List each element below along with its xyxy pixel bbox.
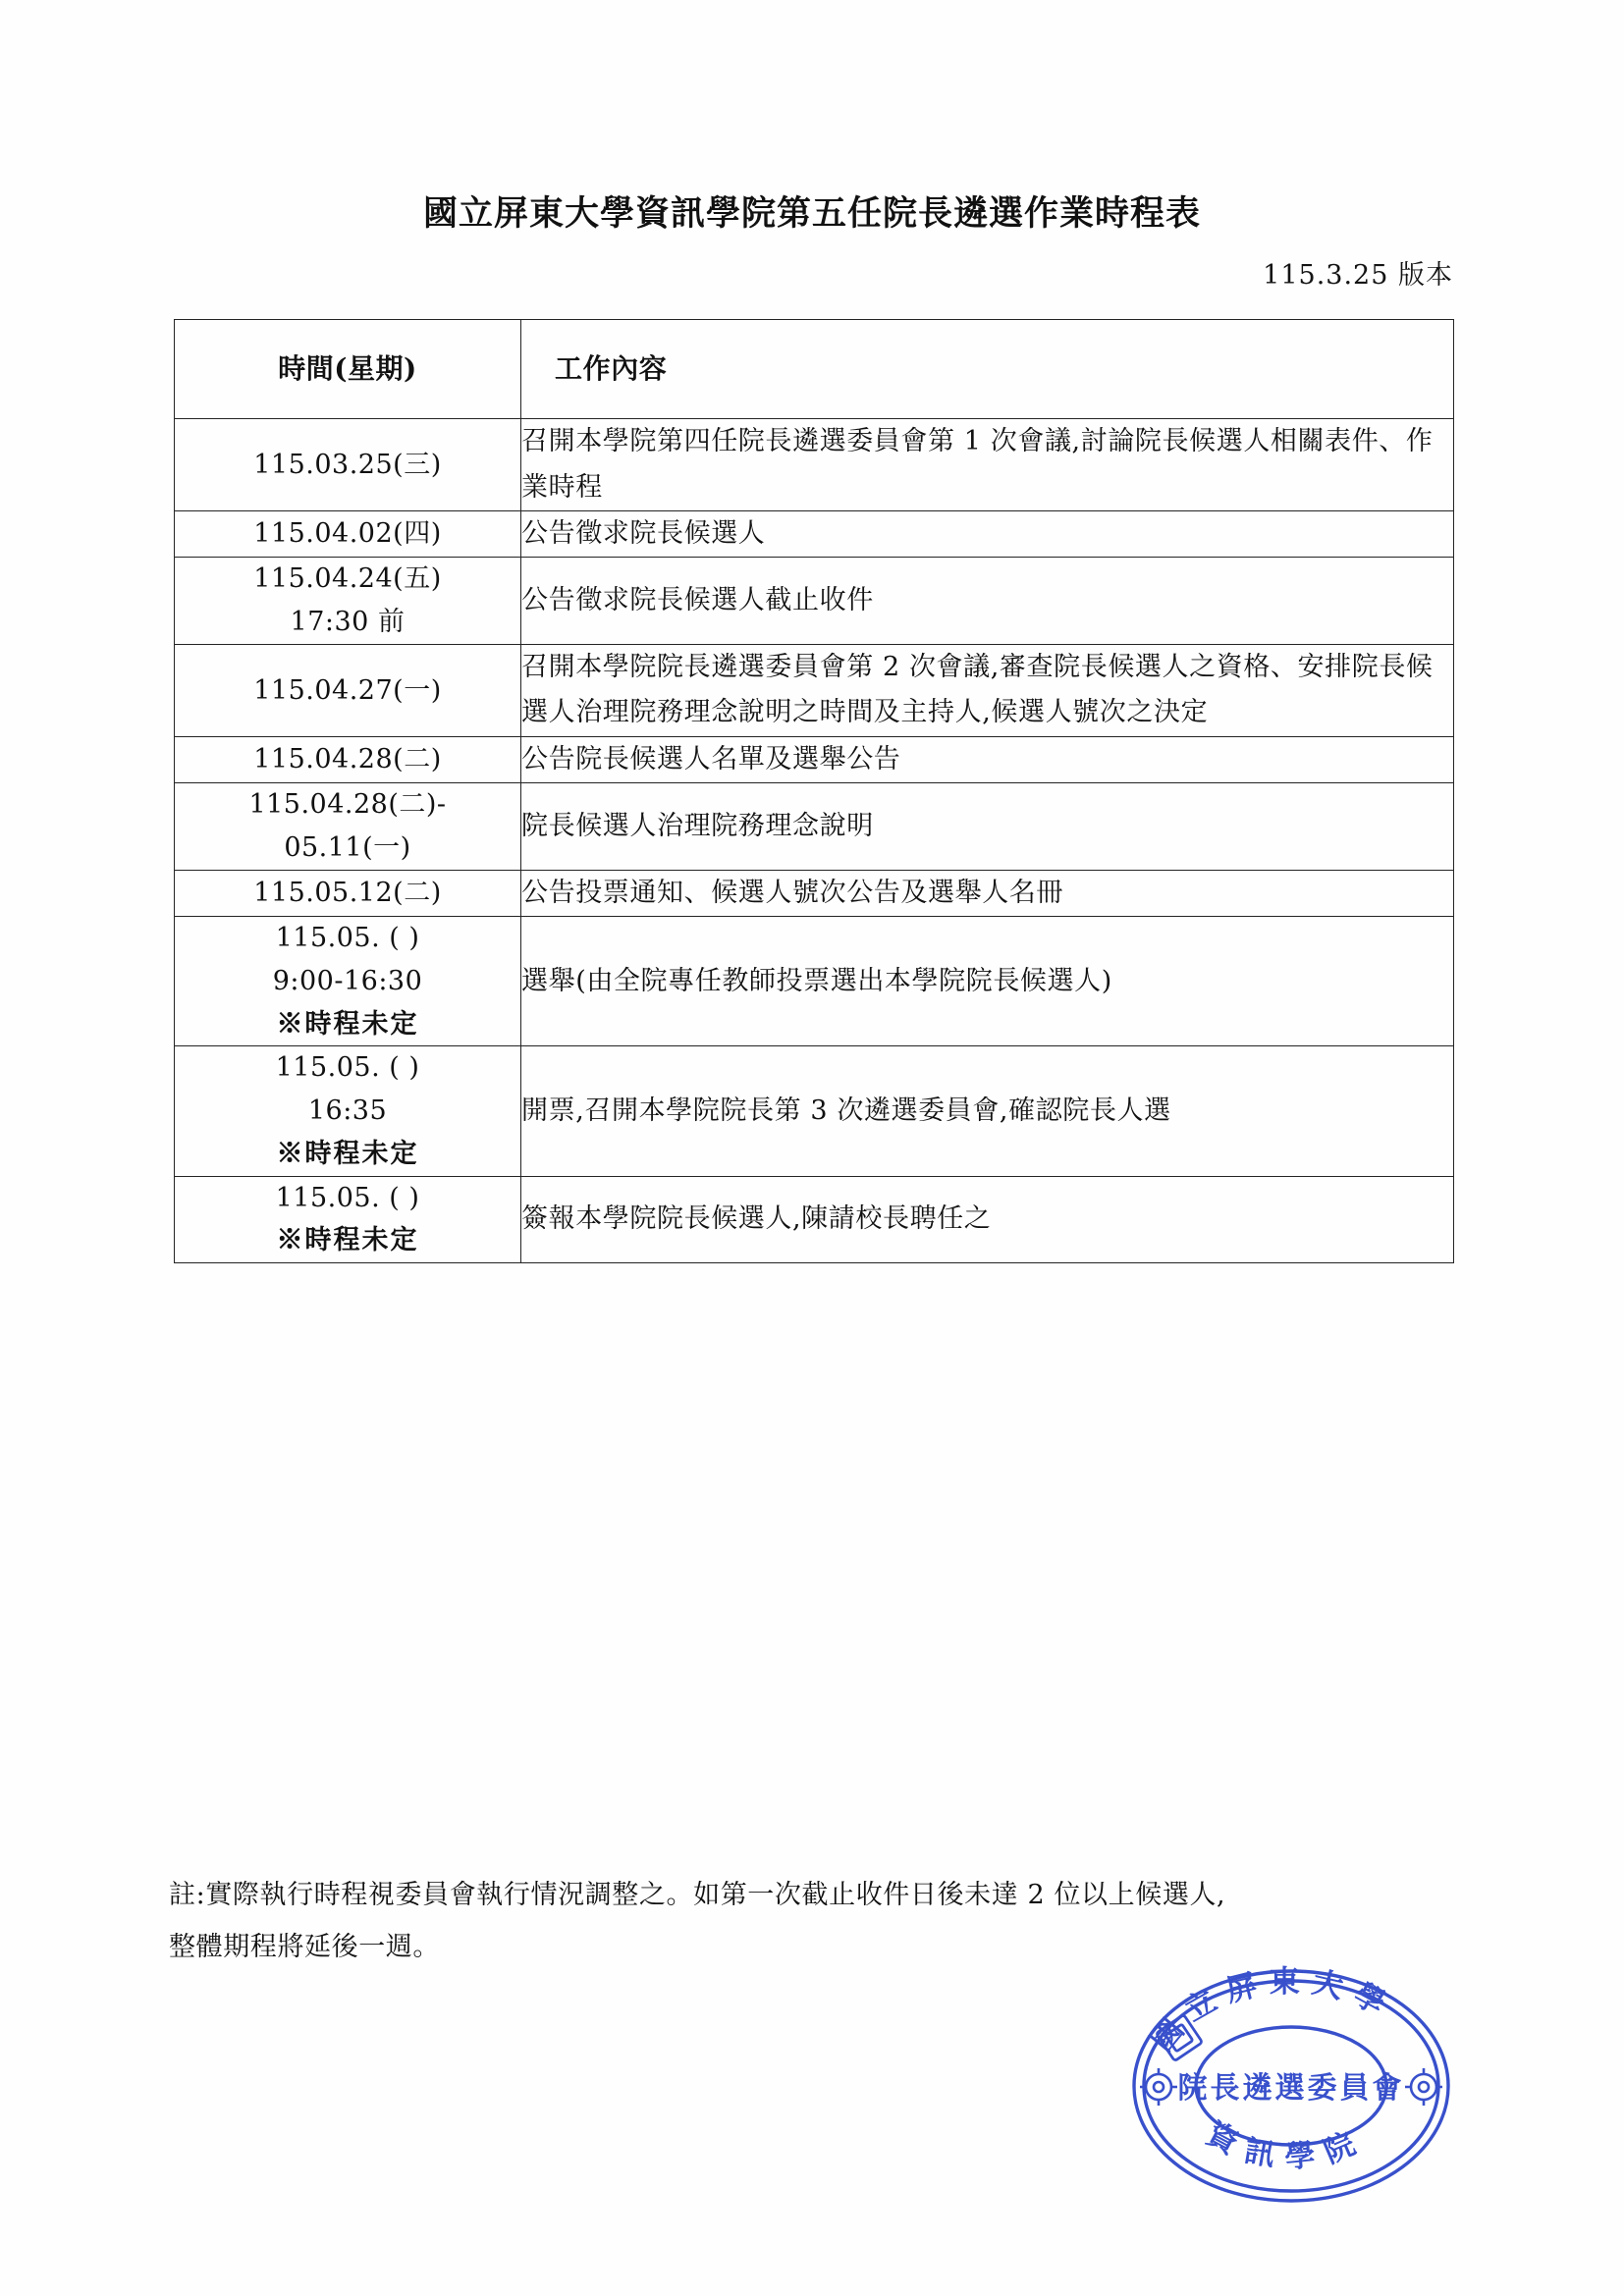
- cell-work: 公告徵求院長候選人: [521, 511, 1454, 558]
- time-line: 115.03.25(三): [253, 449, 442, 480]
- time-line: 115.04.28(二): [253, 744, 442, 775]
- time-line: 115.05.12(二): [253, 878, 442, 909]
- official-seal-stamp: [1119, 1958, 1463, 2214]
- tbd-note: ※時程未定: [276, 1008, 419, 1040]
- cell-work: 開票,召開本學院院長第 3 次遴選委員會,確認院長人選: [521, 1046, 1454, 1176]
- tbd-note: ※時程未定: [276, 1138, 419, 1169]
- time-line: 115.05. ( ): [275, 923, 420, 954]
- column-header-time: 時間(星期): [175, 320, 521, 419]
- version-label: 115.3.25 版本: [1263, 260, 1453, 291]
- cell-work: 召開本學院第四任院長遴選委員會第 1 次會議,討論院長候選人相關表件、作業時程: [521, 419, 1454, 511]
- table-row: [175, 917, 1454, 1046]
- svg-text:國立屏東大學: 國立屏東大學: [1144, 1963, 1401, 2059]
- page-title: 國立屏東大學資訊學院第五任院長遴選作業時程表: [422, 193, 1201, 234]
- table-header-row: [175, 320, 1454, 419]
- table-row: [175, 511, 1454, 558]
- cell-time: [175, 783, 521, 870]
- time-line: 115.05. ( ): [275, 1182, 420, 1213]
- time-line: 05.11(一): [284, 831, 411, 863]
- cell-work: 選舉(由全院專任教師投票選出本學院院長候選人): [521, 917, 1454, 1046]
- table-row: [175, 870, 1454, 916]
- time-line: 115.05. ( ): [275, 1052, 420, 1084]
- table-row: [175, 419, 1454, 511]
- table-row: [175, 644, 1454, 736]
- column-header-work: 工作內容: [521, 320, 1454, 419]
- footnote-line-1: 註:實際執行時程視委員會執行情況調整之。如第一次截止收件日後未達 2 位以上候選人,: [169, 1880, 1226, 1910]
- time-line: 115.04.28(二)-: [248, 789, 447, 821]
- cell-work: 公告徵求院長候選人截止收件: [521, 558, 1454, 644]
- cell-time: [175, 1176, 521, 1262]
- cell-time: [175, 1046, 521, 1176]
- cell-time: [175, 558, 521, 644]
- svg-text:資訊學院: 資訊學院: [1200, 2115, 1373, 2176]
- time-line: 16:35: [307, 1095, 388, 1127]
- cell-time: [175, 644, 521, 736]
- table-row: [175, 783, 1454, 870]
- cell-work: 院長候選人治理院務理念說明: [521, 783, 1454, 870]
- time-line: 17:30 前: [290, 607, 406, 638]
- cell-work: 公告院長候選人名單及選舉公告: [521, 736, 1454, 782]
- cell-work: 簽報本學院院長候選人,陳請校長聘任之: [521, 1176, 1454, 1262]
- cell-time: [175, 870, 521, 916]
- time-line: 115.04.27(一): [253, 674, 442, 706]
- cell-work: 召開本學院院長遴選委員會第 2 次會議,審查院長候選人之資格、安排院長候選人治理院務理念說明之時間及主持人,候選人號次之決定: [521, 644, 1454, 736]
- table-row: [175, 1046, 1454, 1176]
- cell-time: [175, 917, 521, 1046]
- schedule-table: [174, 319, 1454, 1263]
- table-row: [175, 558, 1454, 644]
- cell-time: [175, 419, 521, 511]
- time-line: 115.04.02(四): [253, 518, 442, 550]
- footnote-line-2: 整體期程將延後一週。: [169, 1931, 440, 1962]
- table-row: [175, 736, 1454, 782]
- cell-time: [175, 736, 521, 782]
- time-line: 9:00-16:30: [272, 965, 423, 996]
- cell-work: 公告投票通知、候選人號次公告及選舉人名冊: [521, 870, 1454, 916]
- svg-text:院長遴選委員會: 院長遴選委員會: [1177, 2071, 1405, 2106]
- table-body: [175, 419, 1454, 1263]
- time-line: 115.04.24(五): [253, 563, 442, 595]
- table-row: [175, 1176, 1454, 1262]
- cell-time: [175, 511, 521, 558]
- tbd-note: ※時程未定: [276, 1225, 419, 1256]
